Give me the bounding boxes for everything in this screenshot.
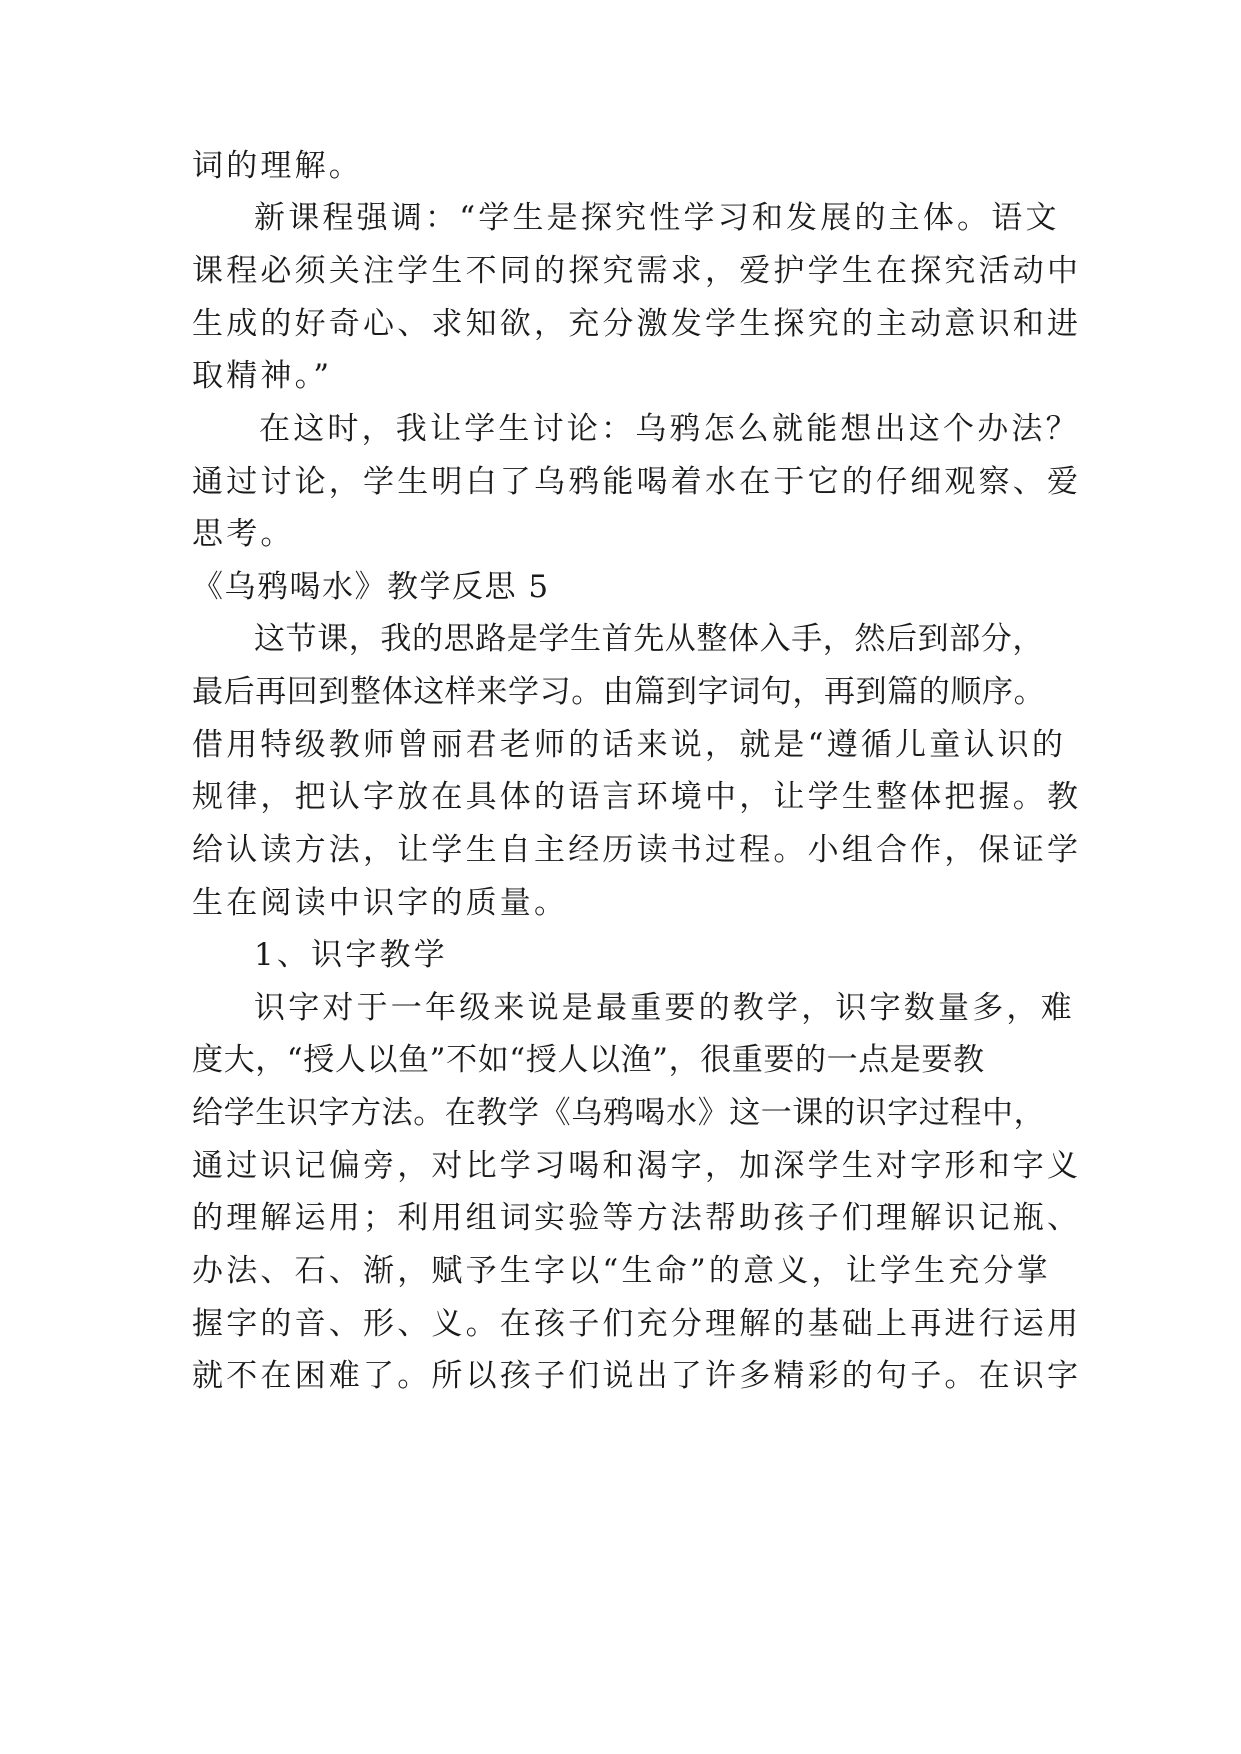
text-line: 给认读方法，让学生自主经历读书过程。小组合作，保证学 <box>192 832 1082 868</box>
text-line: 在这时，我让学生讨论：乌鸦怎么就能想出这个办法？ <box>259 411 1080 447</box>
text-line: 思考。 <box>192 516 295 552</box>
text-line: 握字的音、形、义。在孩子们充分理解的基础上再进行运用 <box>192 1306 1082 1342</box>
text-line: 取精神。” <box>192 358 333 394</box>
text-line: 词的理解。 <box>192 148 363 184</box>
text-line: 的理解运用；利用组词实验等方法帮助孩子们理解识记瓶、 <box>192 1200 1082 1236</box>
text-line: 最后再回到整体这样来学习。由篇到字词句，再到篇的顺序。 <box>192 674 1046 710</box>
text-line: 新课程强调：“学生是探究性学习和发展的主体。语文 <box>254 200 1060 236</box>
text-line: 通过识记偏旁，对比学习喝和渴字，加深学生对字形和字义 <box>192 1148 1082 1184</box>
text-line: 生在阅读中识字的质量。 <box>192 885 569 921</box>
subheading: 1、识字教学 <box>254 937 448 973</box>
text-line: 这节课，我的思路是学生首先从整体入手，然后到部分， <box>254 621 1044 657</box>
text-line: 通过讨论，学生明白了乌鸦能喝着水在于它的仔细观察、爱 <box>192 464 1082 500</box>
text-line: 借用特级教师曾丽君老师的话来说，就是“遵循儿童认识的 <box>192 727 1067 763</box>
text-line: 课程必须关注学生不同的探究需求，爱护学生在探究活动中 <box>192 253 1082 289</box>
text-line: 识字对于一年级来说是最重要的教学，识字数量多，难 <box>254 990 1075 1026</box>
text-line: 就不在困难了。所以孩子们说出了许多精彩的句子。在识字 <box>192 1358 1082 1394</box>
text-line: 给学生识字方法。在教学《乌鸦喝水》这一课的识字过程中， <box>192 1095 1046 1131</box>
text-line: 规律，把认字放在具体的语言环境中，让学生整体把握。教 <box>192 779 1082 815</box>
section-heading: 《乌鸦喝水》教学反思 5 <box>192 569 550 605</box>
text-line: 生成的好奇心、求知欲，充分激发学生探究的主动意识和进 <box>192 306 1082 342</box>
text-line: 度大，“授人以鱼”不如“授人以渔”，很重要的一点是要教 <box>192 1042 985 1078</box>
text-line: 办法、石、渐，赋予生字以“生命”的意义，让学生充分掌 <box>192 1253 1051 1289</box>
